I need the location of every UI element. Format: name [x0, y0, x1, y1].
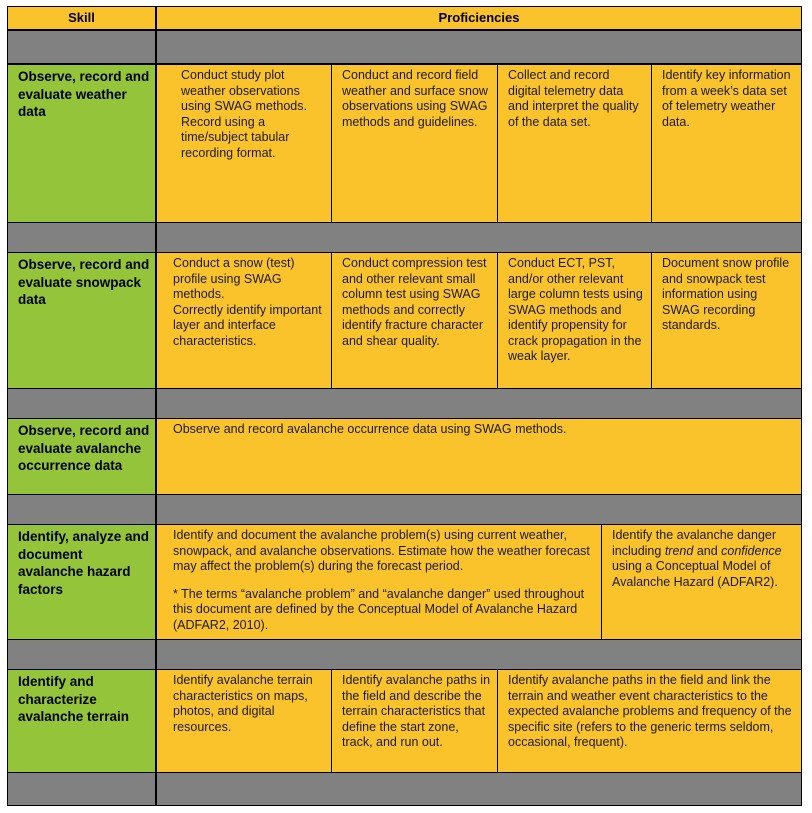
spacer-row [157, 773, 801, 805]
spacer-row [8, 773, 155, 805]
proficiency-cell [602, 525, 801, 639]
spacer-row [8, 223, 155, 252]
proficiency-text: Correctly identify important layer and interface characteristics. [173, 302, 322, 348]
spacer-row [8, 31, 155, 63]
skill-avalanche-hazard-factors: Identify, analyze and document avalanche hazard factors [8, 525, 155, 639]
skill-snowpack-data: Observe, record and evaluate snowpack data [8, 253, 155, 388]
proficiency-cell [157, 525, 601, 639]
proficiency-cell: Conduct compression test and other relevant small column test using SWAG methods and correctly identify fracture character and shear quality. [332, 253, 497, 388]
spacer-row [157, 495, 801, 524]
proficiency-cell [157, 253, 331, 388]
skills-table [7, 6, 802, 806]
proficiency-cell: Conduct study plot weather observations using SWAG methods. Record using a time/subject tabular recording format. [157, 65, 331, 222]
spacer-row [157, 640, 801, 669]
proficiency-cell: Collect and record digital telemetry data and interpret the quality of the data set. [498, 65, 651, 222]
proficiency-cell: Identify key information from a week’s data set of telemetry weather data. [652, 65, 801, 222]
proficiency-text: Identify and document the avalanche problem(s) using current weather, snowpack, and avalanche observations. Estimate how the weather forecast may affect the problem(s) during the forecast period. [173, 528, 590, 573]
header-skill: Skill [8, 7, 155, 29]
proficiency-cell: Identify avalanche paths in the field and link the terrain and weather event characteristics to the expected avalanche problems and frequency of the specific site (refers to the generic terms seldom, occasional, frequent). [498, 670, 801, 772]
spacer-row [157, 389, 801, 418]
proficiency-text: and [696, 543, 718, 558]
spacer-row [157, 223, 801, 252]
proficiency-cell: Document snow profile and snowpack test information using SWAG recording standards. [652, 253, 801, 388]
proficiency-cell: Conduct ECT, PST, and/or other relevant large column tests using SWAG methods and identify propensity for crack propagation in the weak layer. [498, 253, 651, 388]
proficiency-cell: Observe and record avalanche occurrence data using SWAG methods. [157, 419, 801, 494]
skill-avalanche-occurrence-data: Observe, record and evaluate avalanche occurrence data [8, 419, 155, 494]
skill-weather-data: Observe, record and evaluate weather data [8, 65, 155, 222]
proficiency-cell: Conduct and record field weather and surface snow observations using SWAG methods and guidelines. [332, 65, 497, 222]
spacer-row [8, 640, 155, 669]
spacer-row [157, 31, 801, 63]
spacer-row [8, 389, 155, 418]
header-proficiencies: Proficiencies [157, 7, 801, 29]
spacer-row [8, 495, 155, 524]
proficiency-text: using a Conceptual Model of Avalanche Hazard (ADFAR2). [612, 559, 778, 589]
proficiency-cell: Identify avalanche terrain characteristics on maps, photos, and digital resources. [157, 670, 331, 772]
footnote-text: * The terms “avalanche problem” and “avalanche danger” used throughout this document are defined by the Conceptual Model of Avalanche Hazard (ADFAR2, 2010). [173, 586, 585, 632]
skill-avalanche-terrain: Identify and characterize avalanche terrain [8, 670, 155, 772]
proficiency-text: Conduct a snow (test) profile using SWAG methods. [173, 256, 295, 301]
proficiency-text: Identify the avalanche danger including [612, 528, 777, 558]
proficiency-emphasis: confidence [721, 543, 782, 558]
proficiency-cell: Identify avalanche paths in the field and describe the terrain characteristics that define the start zone, track, and run out. [332, 670, 497, 772]
proficiency-emphasis: trend [664, 543, 694, 558]
